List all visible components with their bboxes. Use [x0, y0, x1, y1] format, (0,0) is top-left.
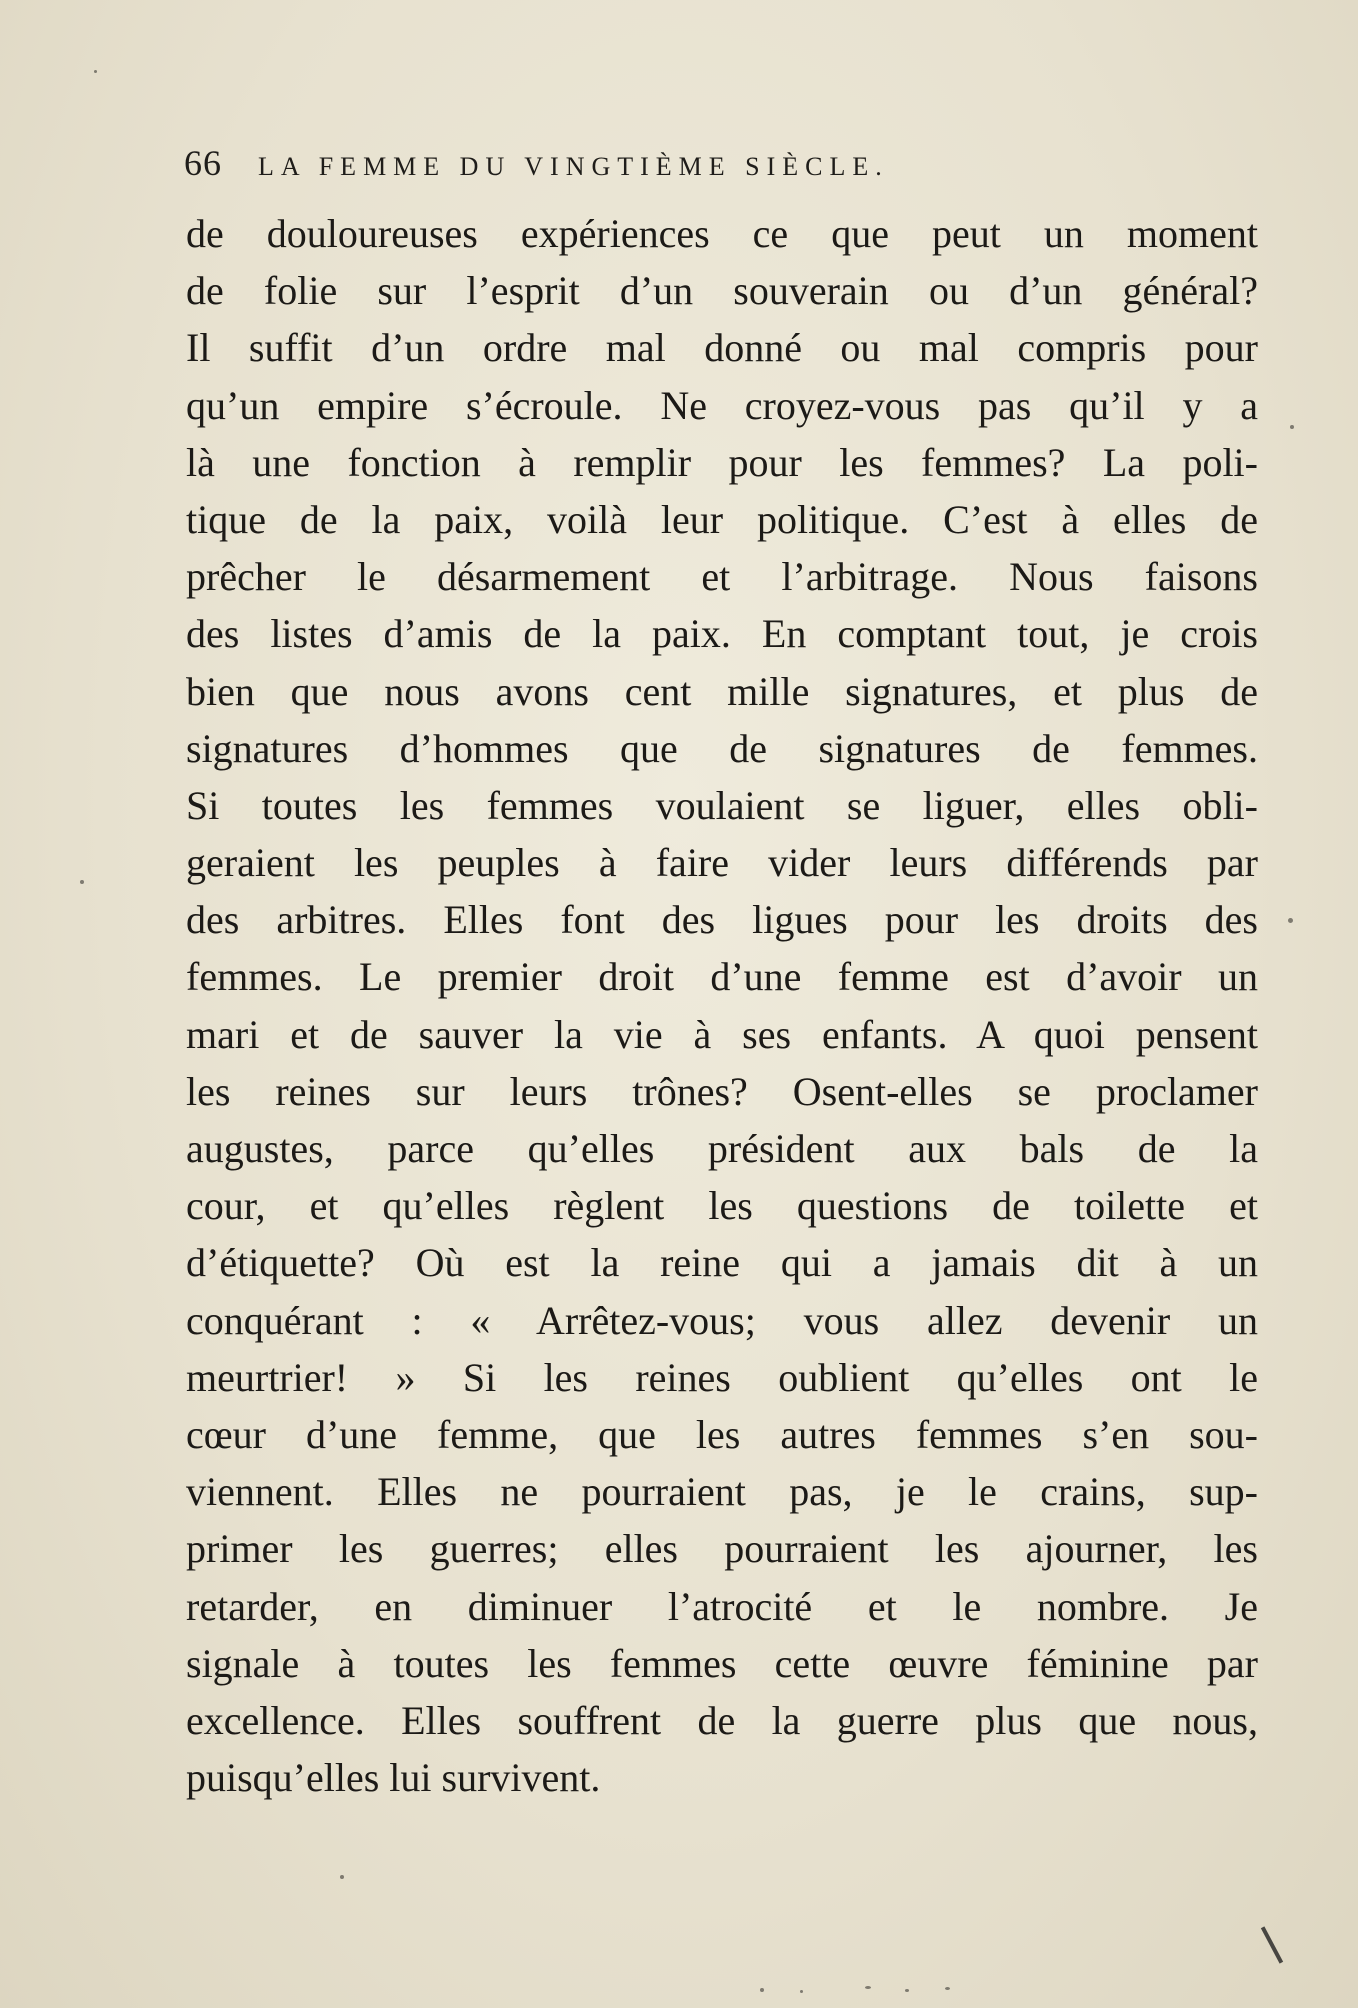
- paper-speck: [945, 1987, 950, 1990]
- text-line: viennent. Elles ne pourraient pas, je le crains, sup-: [186, 1469, 1258, 1515]
- paper-speck: [865, 1986, 871, 1989]
- text-line: cœur d’une femme, que les autres femmes s’en sou-: [186, 1411, 1258, 1457]
- text-line: d’étiquette? Où est la reine qui a jamais dit à un: [186, 1240, 1258, 1286]
- text-line: Si toutes les femmes voulaient se liguer, elles obli-: [186, 782, 1258, 828]
- paper-speck: [94, 70, 97, 73]
- running-title: LA FEMME DU VINGTIÈME SIÈCLE.: [258, 152, 889, 181]
- text-line: bien que nous avons cent mille signatures, et plus de: [186, 668, 1258, 714]
- paper-speck: [905, 1989, 909, 1992]
- text-line: de folie sur l’esprit d’un souverain ou d’un général?: [186, 268, 1258, 314]
- text-line: de douloureuses expériences ce que peut un moment: [186, 211, 1258, 256]
- page-number: 66: [184, 143, 222, 183]
- paper-speck: [1290, 425, 1294, 429]
- paper-speck: [760, 1988, 764, 1992]
- text-line: geraient les peuples à faire vider leurs différends par: [186, 840, 1258, 886]
- text-line: retarder, en diminuer l’atrocité et le nombre. Je: [186, 1583, 1258, 1629]
- text-line: tique de la paix, voilà leur politique. C’est à elles de: [186, 496, 1258, 542]
- text-line: signatures d’hommes que de signatures de femmes.: [186, 725, 1258, 771]
- text-line: des arbitres. Elles font des ligues pour les droits des: [186, 897, 1258, 943]
- text-line: qu’un empire s’écroule. Ne croyez-vous pas qu’il y a: [186, 382, 1258, 428]
- text-line: puisqu’elles lui survivent.: [186, 1755, 601, 1801]
- text-line: excellence. Elles souffrent de la guerre plus que nous,: [186, 1697, 1258, 1743]
- text-line: femmes. Le premier droit d’une femme est d’avoir un: [186, 954, 1258, 1000]
- text-line: cour, et qu’elles règlent les questions de toilette et: [186, 1183, 1258, 1229]
- text-line: là une fonction à remplir pour les femmes? La poli-: [186, 439, 1258, 485]
- text-line: meurtrier! » Si les reines oublient qu’elles ont le: [186, 1354, 1258, 1400]
- running-head: [184, 142, 1184, 192]
- text-line: augustes, parce qu’elles président aux bals de la: [186, 1126, 1258, 1171]
- text-line: conquérant : « Arrêtez-vous; vous allez devenir un: [186, 1297, 1258, 1343]
- body-paragraph: [186, 205, 1258, 1806]
- text-line: les reines sur leurs trônes? Osent-elles se proclamer: [186, 1068, 1258, 1114]
- text-line: des listes d’amis de la paix. En comptant tout, je crois: [186, 611, 1258, 657]
- text-line: Il suffit d’un ordre mal donné ou mal compris pour: [186, 325, 1258, 371]
- paper-speck: [800, 1990, 803, 1993]
- paper-speck: [1288, 918, 1293, 923]
- text-line: mari et de sauver la vie à ses enfants. A quoi pensent: [186, 1011, 1258, 1057]
- paper-speck: [340, 1875, 344, 1879]
- text-line: prêcher le désarmement et l’arbitrage. Nous faisons: [186, 554, 1258, 600]
- text-line: signale à toutes les femmes cette œuvre féminine par: [186, 1640, 1258, 1686]
- ink-mark: [1261, 1926, 1283, 1963]
- text-line: primer les guerres; elles pourraient les ajourner, les: [186, 1526, 1258, 1572]
- paper-speck: [80, 880, 84, 884]
